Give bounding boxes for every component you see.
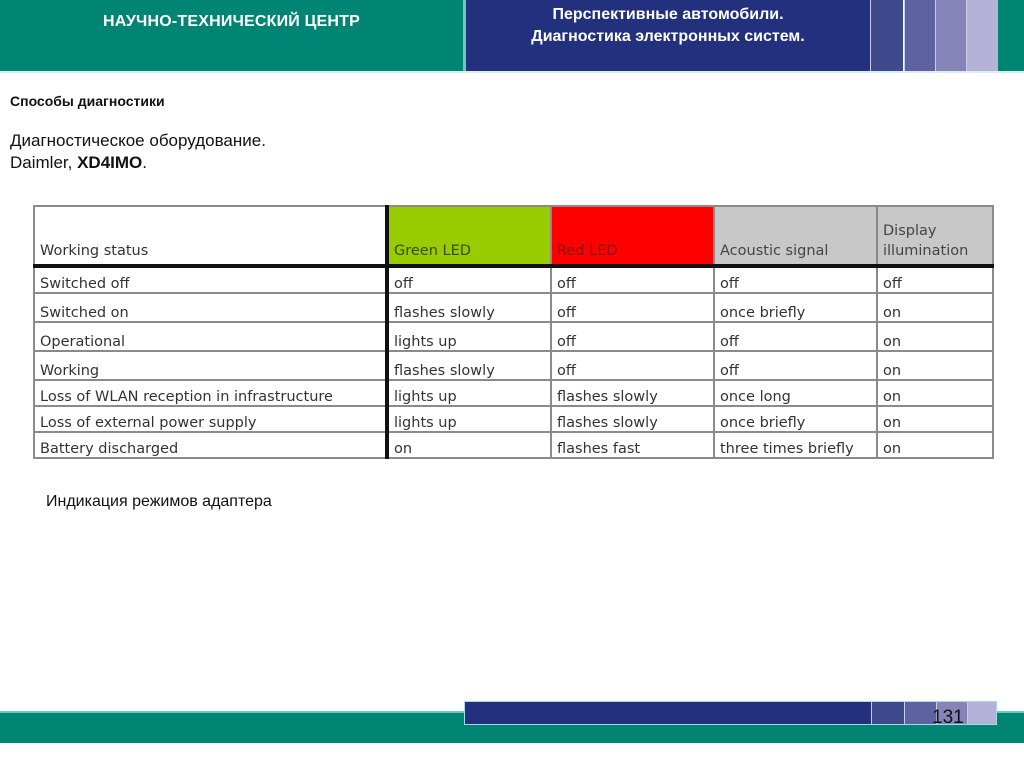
- table-row: [34, 293, 993, 322]
- header-color-strip-4: [966, 0, 998, 71]
- org-title-text: НАУЧНО-ТЕХНИЧЕСКИЙ ЦЕНТР: [102, 12, 361, 30]
- cell-status: Working: [34, 351, 387, 380]
- course-title-line2: Диагностика электронных систем.: [531, 28, 805, 45]
- cell-acoustic: once briefly: [714, 293, 877, 322]
- cell-red-led: flashes fast: [551, 432, 714, 458]
- adapter-status-table: [33, 205, 994, 459]
- cell-red-led: flashes slowly: [551, 380, 714, 406]
- subtitle-brand: Daimler,: [10, 153, 78, 172]
- col-header-display-illumination: [877, 206, 993, 266]
- display-header-line2: illumination: [883, 243, 969, 259]
- cell-status: Loss of external power supply: [34, 406, 387, 432]
- header-teal-tail: [998, 0, 1024, 71]
- header-course-title: [466, 0, 870, 71]
- cell-green-led: lights up: [387, 380, 551, 406]
- section-title: Способы диагностики: [10, 93, 165, 109]
- cell-status: Operational: [34, 322, 387, 351]
- cell-green-led: flashes slowly: [387, 351, 551, 380]
- cell-display: on: [877, 406, 993, 432]
- cell-acoustic: once briefly: [714, 406, 877, 432]
- table-row: [34, 432, 993, 458]
- cell-acoustic: once long: [714, 380, 877, 406]
- cell-display: on: [877, 322, 993, 351]
- cell-status: Switched off: [34, 266, 387, 293]
- col-header-working-status: Working status: [34, 206, 387, 266]
- display-header-line1: Display: [883, 223, 937, 239]
- cell-display: on: [877, 380, 993, 406]
- cell-green-led: on: [387, 432, 551, 458]
- cell-display: on: [877, 351, 993, 380]
- cell-status: Loss of WLAN reception in infrastructure: [34, 380, 387, 406]
- header-org-title: [0, 0, 463, 71]
- table-caption: Индикация режимов адаптера: [46, 493, 272, 510]
- cell-acoustic: off: [714, 351, 877, 380]
- table-row: [34, 380, 993, 406]
- table-header-row: [34, 206, 993, 266]
- cell-display: on: [877, 432, 993, 458]
- cell-green-led: off: [387, 266, 551, 293]
- cell-green-led: flashes slowly: [387, 293, 551, 322]
- cell-acoustic: off: [714, 322, 877, 351]
- cell-red-led: flashes slowly: [551, 406, 714, 432]
- subtitle-line1: Диагностическое оборудование.: [10, 131, 266, 150]
- table-row: [34, 406, 993, 432]
- cell-red-led: off: [551, 322, 714, 351]
- subtitle-suffix: .: [142, 153, 147, 172]
- header-underline: [0, 71, 1024, 73]
- cell-status: Battery discharged: [34, 432, 387, 458]
- cell-display: off: [877, 266, 993, 293]
- cell-red-led: off: [551, 266, 714, 293]
- cell-display: on: [877, 293, 993, 322]
- cell-status: Switched on: [34, 293, 387, 322]
- col-header-red-led: Red LED: [551, 206, 714, 266]
- subtitle-line2: [10, 152, 266, 174]
- subtitle-device: XD4IMO: [77, 153, 143, 172]
- cell-green-led: lights up: [387, 406, 551, 432]
- footer-color-strip-4: [967, 701, 997, 725]
- cell-acoustic: three times briefly: [714, 432, 877, 458]
- col-header-green-led: Green LED: [387, 206, 551, 266]
- header-color-strip-1: [870, 0, 903, 71]
- cell-red-led: off: [551, 351, 714, 380]
- header-color-strip-3: [935, 0, 966, 71]
- page-number: 131: [932, 707, 964, 728]
- header-color-strip-2: [904, 0, 935, 71]
- table-row: [34, 322, 993, 351]
- cell-red-led: off: [551, 293, 714, 322]
- cell-acoustic: off: [714, 266, 877, 293]
- footer-color-strip-1: [871, 701, 904, 725]
- col-header-acoustic-signal: Acoustic signal: [714, 206, 877, 266]
- course-title-line1: Перспективные автомобили.: [552, 6, 784, 23]
- footer-navy-bar: [464, 701, 871, 725]
- table-row: [34, 266, 993, 293]
- subtitle: [10, 130, 266, 174]
- table-row: [34, 351, 993, 380]
- cell-green-led: lights up: [387, 322, 551, 351]
